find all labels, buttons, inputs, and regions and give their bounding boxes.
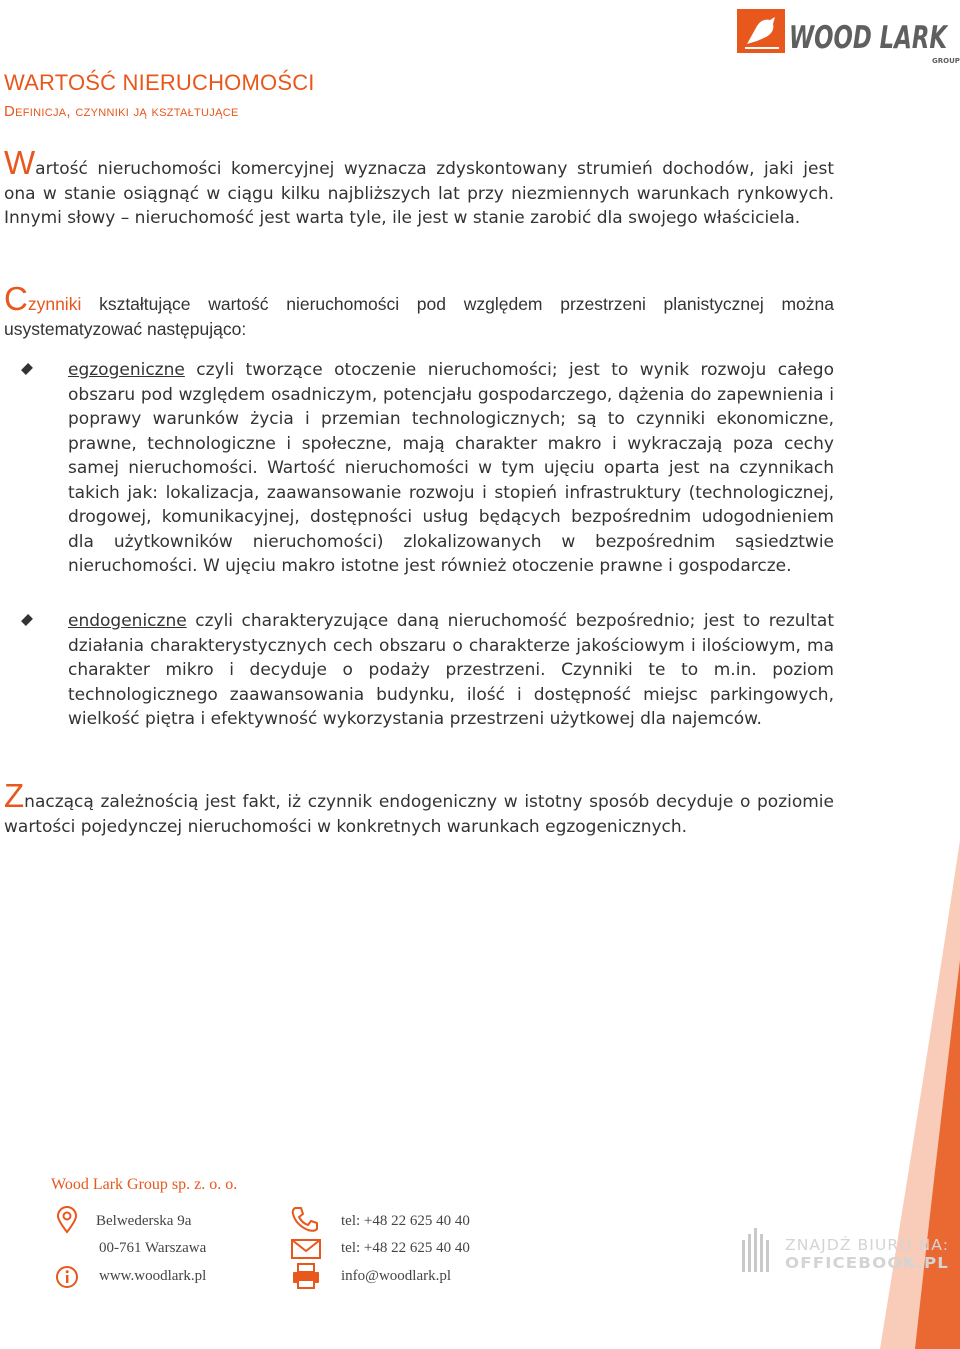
diamond-bullet-icon <box>21 363 33 375</box>
conclusion-paragraph <box>4 777 834 839</box>
footer-address-line2: 00-761 Warszawa <box>99 1240 207 1256</box>
footer-address-line1: Belwederska 9a <box>96 1213 192 1229</box>
woodlark-logo <box>735 6 960 68</box>
bullet-term: endogeniczne <box>68 611 187 631</box>
officebook-badge[interactable] <box>740 1226 955 1276</box>
dropcap: W <box>4 144 36 181</box>
lead-word: zynniki <box>27 294 82 314</box>
factors-paragraph <box>4 280 834 341</box>
bullet-term: egzogeniczne <box>68 360 185 380</box>
diamond-bullet-icon <box>21 614 33 626</box>
page-subtitle: Definicja, czynniki ją kształtujące <box>4 103 239 120</box>
footer-email-link[interactable]: info@woodlark.pl <box>341 1268 452 1284</box>
footer-company: Wood Lark Group sp. z. o. o. <box>51 1176 238 1193</box>
info-icon <box>55 1265 79 1289</box>
bullet-text: czyli tworzące otoczenie nieruchomości; jest to wynik rozwoju całego obszaru pod względem osadniczym, potencjału gospodarczego, dążenia do zapewnienia i poprawy warunków życia i przemian technologicznych; są to czynniki ekonomiczne, prawne, technologiczne i społeczne, mają charakter makro i wykraczają poza cechy samej nieruchomości. Wartość nieruchomości w tym ujęciu oparta jest na czynnikach takich jak: lokalizacja, zaawansowanie rozwoju i stopień infrastruktury (technologicznej, drogowej, komunikacyjnej, dostępności usług będących bezpośrednim udogodnieniem dla użytkowników nieruchomości) zlokalizowanych w bezpośrednim sąsiedztwie nieruchomości. W ujęciu makro istotne jest również otoczenie prawne i gospodarcze. <box>68 360 834 576</box>
paragraph-text: naczącą zależnością jest fakt, iż czynnik endogeniczny w istotny sposób decyduje o poziomie wartości pojedynczej nieruchomości w konkretnych warunkach egzogenicznych. <box>4 792 834 837</box>
intro-paragraph <box>4 144 834 231</box>
dropcap: C <box>4 280 28 317</box>
list-item <box>68 358 834 579</box>
paragraph-text: kształtujące wartość nieruchomości pod względem przestrzeni planistycznej można usystematyzować następująco: <box>4 294 834 339</box>
logo-text: WOOD LARK <box>789 20 949 56</box>
officebook-line2: OFFICEBOOK.PL <box>785 1254 949 1272</box>
phone-icon <box>290 1205 320 1233</box>
list-item <box>68 609 834 732</box>
footer-phone: tel: +48 22 625 40 40 <box>341 1213 470 1229</box>
dropcap: Z <box>4 777 25 814</box>
logo-tag: GROUP <box>932 57 960 65</box>
officebook-line1: ZNAJDŹ BIURO NA: <box>785 1236 943 1254</box>
officebook-logo <box>740 1226 955 1276</box>
paragraph-text: artość nieruchomości komercyjnej wyznacza zdyskontowany strumień dochodów, jaki jest ona w stanie osiągnąć w ciągu kilku najbliższych lat przy niezmiennych warunkach rynkowych. Innymi słowy – nieruchomość jest warta tyle, ile jest w stanie zarobić dla swojego właściciela. <box>4 159 834 228</box>
footer-website-link[interactable]: www.woodlark.pl <box>99 1268 207 1284</box>
footer-fax: tel: +48 22 625 40 40 <box>341 1240 470 1256</box>
fax-icon <box>291 1263 321 1289</box>
bullet-text: czyli charakteryzujące daną nieruchomość bezpośrednio; jest to rezultat działania charakterystycznych cech obszaru o charakterze jakościowym i ilościowym, ma charakter mikro i decyduje o podaży przestrzeni. Czynniki te to m.in. poziom technologicznego zaawansowania budynku, ilość i dostępność miejsc parkingowych, wielkość piętra i efektywność wykorzystania przestrzeni użytkowej dla najemców. <box>68 611 834 729</box>
envelope-icon <box>290 1238 322 1260</box>
location-pin-icon <box>55 1206 79 1234</box>
page-title: WARTOŚĆ NIERUCHOMOŚCI <box>4 70 315 95</box>
